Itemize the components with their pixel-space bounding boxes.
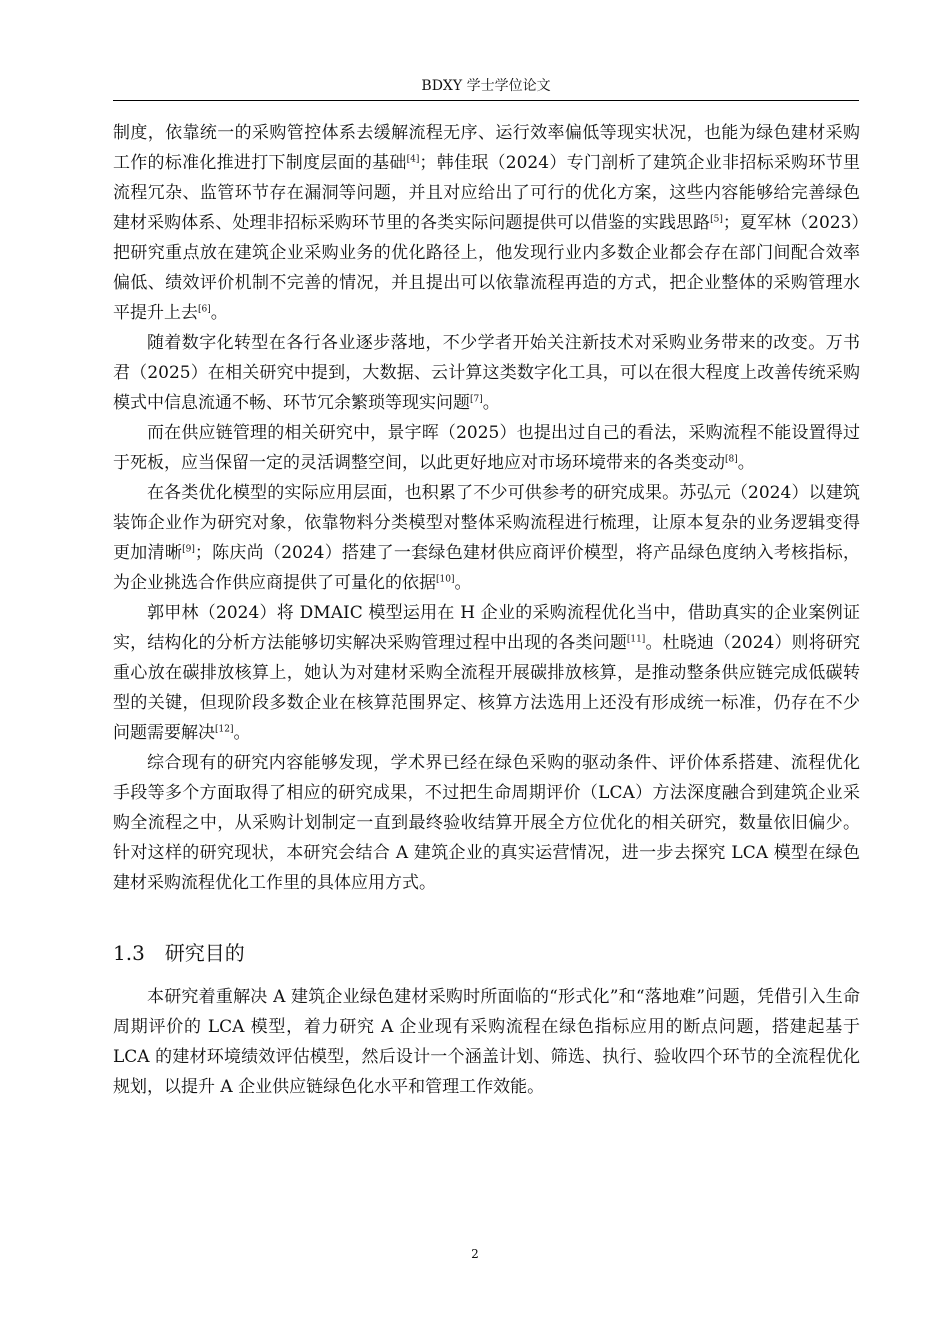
paragraph-text: ；陈庆尚（2024）搭建了一套绿色建材供应商评价模型，将产品绿色度纳入考核指标，为企业挑选合作供应商提供了可量化的依据 (113, 543, 861, 593)
literature-review-text (113, 118, 860, 898)
paragraph-text: 在各类优化模型的实际应用层面，也积累了不少可供参考的研究成果。苏弘元（2024）以建筑装饰企业作为研究对象，依靠物料分类模型对整体采购流程进行梳理，让原本复杂的业务逻辑变得更加清晰 (113, 483, 860, 563)
citation-marker: [10] (436, 574, 455, 585)
citation-marker: [6] (198, 304, 211, 315)
body-paragraph (113, 328, 860, 418)
citation-marker: [8] (725, 454, 738, 465)
body-paragraph (113, 748, 860, 898)
paragraph-text: 。 (737, 453, 755, 473)
paragraph-text: 而在供应链管理的相关研究中，景宇晖（2025）也提出过自己的看法，采购流程不能设置得过于死板，应当保留一定的灵活调整空间，以此更好地应对市场环境带来的各类变动 (113, 423, 860, 473)
body-paragraph (113, 418, 860, 478)
paragraph-text: 。 (233, 723, 251, 743)
running-header: BDXY 学士学位论文 (421, 78, 551, 94)
citation-marker: [12] (215, 724, 234, 735)
page-number: 2 (471, 1247, 479, 1261)
paragraph-text: 郭甲林（2024）将 DMAIC 模型运用在 H 企业的采购流程优化当中，借助真实的企业案例证实，结构化的分析方法能够切实解决采购管理过程中出现的各类问题 (113, 603, 860, 653)
paragraph-text: 。 (210, 303, 228, 323)
citation-marker: [11] (626, 634, 646, 645)
body-paragraph (113, 598, 860, 748)
body-paragraph (113, 478, 860, 598)
section-title: 研究目的 (164, 941, 245, 965)
paragraph-text: 制度，依靠统一的采购管控体系去缓解流程无序、运行效率偏低等现实状况，也能为绿色建材采购工作的标准化推进打下制度层面的基础 (113, 123, 860, 173)
citation-marker: [4] (406, 154, 420, 165)
section-number: 1.3 (113, 941, 145, 965)
paragraph-text: ；韩佳珉（2024）专门剖析了建筑企业非招标采购环节里流程冗杂、监管环节存在漏洞等问题，并且对应给出了可行的优化方案，这些内容能够给完善绿色建材采购体系、处理非招标采购环节里的各类实际问题提供可以借鉴的实践思路 (113, 153, 861, 233)
paragraph-text: ；夏军林（2023）把研究重点放在建筑企业采购业务的优化路径上，他发现行业内多数企业都会存在部门间配合效率偏低、绩效评价机制不完善的情况，并且提出可以依靠流程再造的方式，把企业整体的采购管理水平提升上去 (113, 213, 861, 323)
section-paragraph: 本研究着重解决 A 建筑企业绿色建材采购时所面临的“形式化”和“落地难”问题，凭借引入生命周期评价的 LCA 模型，着力研究 A 企业现有采购流程在绿色指标应用的断点问题，搭建起基于 LCA 的建材环境绩效评估模型，然后设计一个涵盖计划、筛选、执行、验收四个环节的全流程优化规划，以提升 A 企业供应链绿色化水平和管理工作效能。 (113, 987, 860, 1097)
paragraph-text: 。 (454, 573, 472, 593)
citation-marker: [5] (710, 214, 723, 225)
header-rule (113, 100, 859, 101)
paragraph-text: 综合现有的研究内容能够发现，学术界已经在绿色采购的驱动条件、评价体系搭建、流程优化手段等多个方面取得了相应的研究成果，不过把生命周期评价（LCA）方法深度融合到建筑企业采购全流程之中，从采购计划制定一直到最终验收结算开展全方位优化的相关研究，数量依旧偏少。针对这样的研究现状，本研究会结合 A 建筑企业的真实运营情况，进一步去探究 LCA 模型在绿色建材采购流程优化工作里的具体应用方式。 (113, 753, 860, 893)
paragraph-text: 。杜晓迪（2024）则将研究重心放在碳排放核算上，她认为对建材采购全流程开展碳排放核算，是推动整条供应链完成低碳转型的关键，但现阶段多数企业在核算范围界定、核算方法选用上还没有形成统一标准，仍存在不少问题需要解决 (113, 633, 861, 743)
citation-marker: [9] (182, 544, 195, 555)
citation-marker: [7] (470, 394, 483, 405)
paragraph-text: 随着数字化转型在各行各业逐步落地，不少学者开始关注新技术对采购业务带来的改变。万书君（2025）在相关研究中提到，大数据、云计算这类数字化工具，可以在很大程度上改善传统采购模式中信息流通不畅、环节冗余繁琐等现实问题 (113, 333, 860, 413)
paragraph-text: 。 (482, 393, 500, 413)
body-paragraph (113, 118, 860, 328)
page-body (113, 118, 860, 1102)
section-heading (113, 938, 860, 968)
